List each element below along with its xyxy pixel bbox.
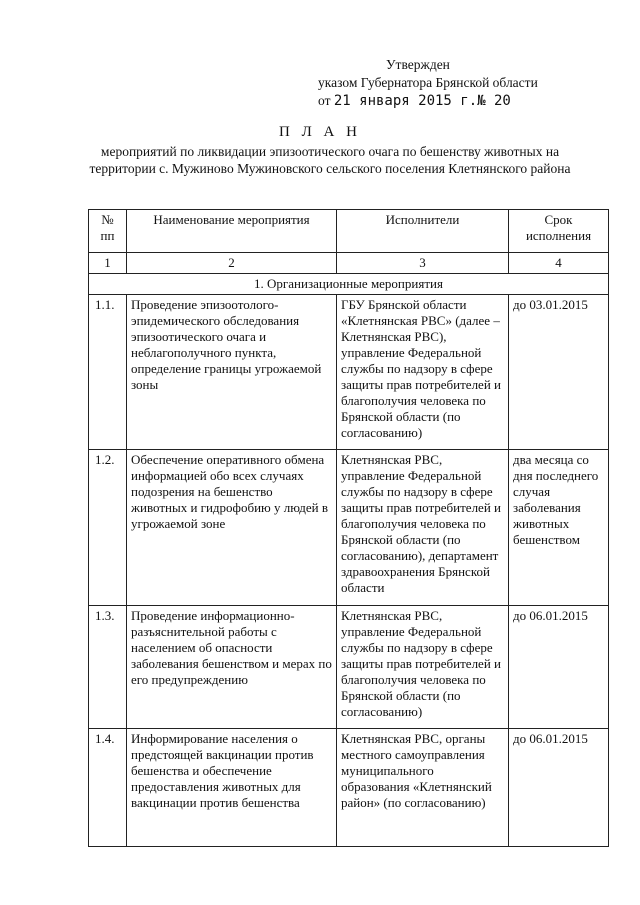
table-header-row (89, 210, 609, 253)
row-deadline: до 06.01.2015 (509, 606, 609, 729)
table-row (89, 295, 609, 450)
header-executors: Исполнители (337, 210, 509, 253)
colnum-3: 3 (337, 253, 509, 274)
section-row (89, 274, 609, 295)
row-num: 1.1. (89, 295, 127, 450)
column-numbers-row (89, 253, 609, 274)
row-name: Проведение эпизоотолого-эпидемического обследования эпизоотического очага и неблагополучного пункта, определение границы угрожаемой зоны (127, 295, 337, 450)
row-executors: Клетнянская РВС, органы местного самоуправления муниципального образования «Клетнянский район» (по согласованию) (337, 729, 509, 847)
colnum-4: 4 (509, 253, 609, 274)
row-executors: Клетнянская РВС, управление Федеральной службы по надзору в сфере защиты прав потребителей и благополучия человека по Брянской области (по согласованию), департамент здравоохранения Брянской области (337, 450, 509, 606)
row-deadline: два месяца со дня последнего случая заболевания животных бешенством (509, 450, 609, 606)
approval-block (318, 56, 538, 110)
table-row (89, 729, 609, 847)
row-num: 1.4. (89, 729, 127, 847)
approval-date-prefix: от (318, 93, 331, 108)
approval-date-handwritten: 21 января 2015 г.№ 20 (333, 93, 511, 109)
header-num: № пп (89, 210, 127, 253)
plan-table (88, 209, 609, 847)
row-name: Информирование населения о предстоящей вакцинации против бешенства и обеспечение предоставления животных для вакцинации против бешенства (127, 729, 337, 847)
header-name: Наименование мероприятия (127, 210, 337, 253)
row-deadline: до 03.01.2015 (509, 295, 609, 450)
approval-line-3 (318, 92, 538, 110)
row-num: 1.3. (89, 606, 127, 729)
document-subtitle: мероприятий по ликвидации эпизоотического очага по бешенству животных на территории с. Мужиново Мужиновского сельского поселения Клетнянского района (89, 144, 571, 176)
header-deadline: Срок исполнения (509, 210, 609, 253)
row-executors: ГБУ Брянской области «Клетнянская РВС» (далее – Клетнянская РВС), управление Федеральной службы по надзору в сфере защиты прав потребителей и благополучия человека по Брянской области (по согласованию) (337, 295, 509, 450)
row-num: 1.2. (89, 450, 127, 606)
colnum-2: 2 (127, 253, 337, 274)
row-name: Обеспечение оперативного обмена информацией обо всех случаях подозрения на бешенство животных и гидрофобию у людей в угрожаемой зоне (127, 450, 337, 606)
approval-line-2: указом Губернатора Брянской области (318, 75, 538, 90)
document-title: П Л А Н (279, 124, 361, 140)
section-title: 1. Организационные мероприятия (89, 274, 609, 295)
approval-line-1: Утвержден (386, 57, 450, 72)
row-name: Проведение информационно-разъяснительной работы с населением об опасности заболевания бешенством и мерах по его предупреждению (127, 606, 337, 729)
colnum-1: 1 (89, 253, 127, 274)
table-row (89, 606, 609, 729)
row-executors: Клетнянская РВС, управление Федеральной службы по надзору в сфере защиты прав потребителей и благополучия человека по Брянской области (по согласованию) (337, 606, 509, 729)
row-deadline: до 06.01.2015 (509, 729, 609, 847)
table-row (89, 450, 609, 606)
